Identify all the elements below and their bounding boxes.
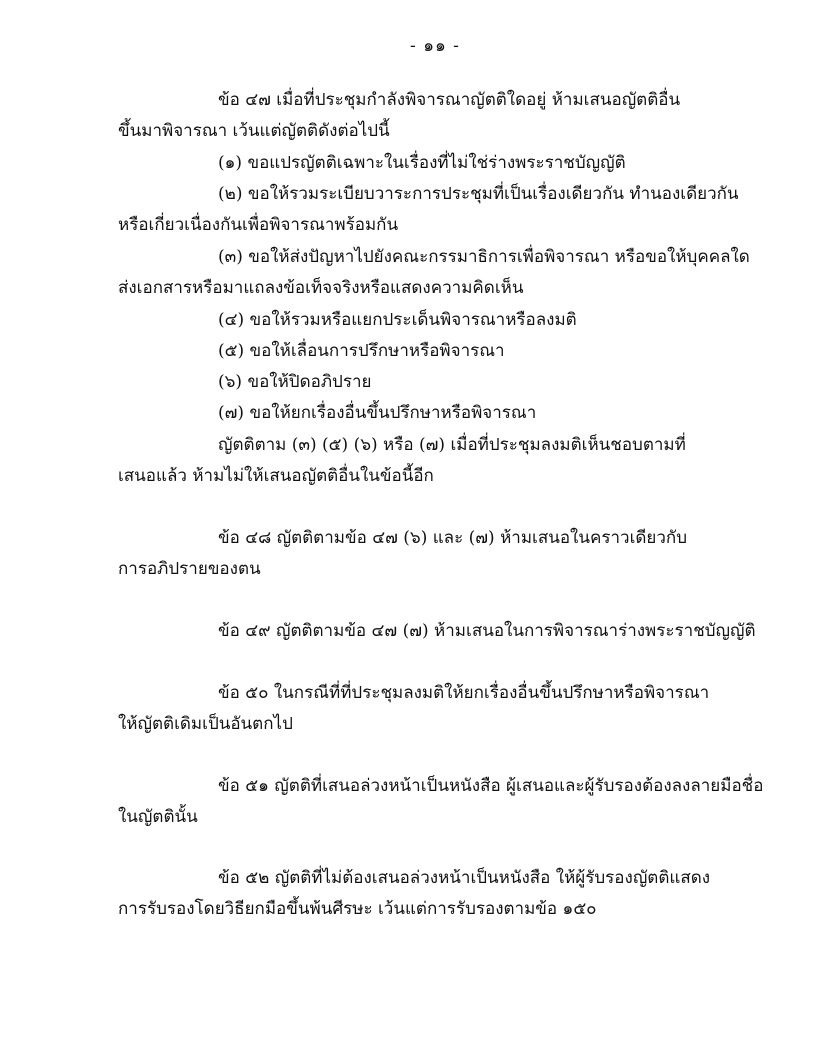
- article-47-item-6: (๖) ขอให้ปิดอภิปราย: [218, 372, 372, 392]
- article-47-item-2-cont: หรือเกี่ยวเนื่องกันเพื่อพิจารณาพร้อมกัน: [118, 215, 399, 235]
- article-50-line-1: ข้อ ๕๐ ในกรณีที่ที่ประชุมลงมติให้ยกเรื่องอื่นขึ้นปรึกษาหรือพิจารณา: [218, 683, 710, 703]
- article-50-line-2: ให้ญัตติเดิมเป็นอันตกไป: [118, 714, 293, 734]
- article-52-line-2: การรับรองโดยวิธียกมือขึ้นพ้นศีรษะ เว้นแต่การรับรองตามข้อ ๑๕๐: [118, 899, 597, 919]
- page-number: - ๑๑ -: [410, 36, 460, 56]
- article-48-line-2: การอภิปรายของตน: [118, 559, 261, 579]
- article-47-note-line-2: เสนอแล้ว ห้ามไม่ให้เสนอญัตติอื่นในข้อนี้อีก: [118, 466, 434, 486]
- article-47-line-2: ขึ้นมาพิจารณา เว้นแต่ญัตติดังต่อไปนี้: [118, 121, 390, 141]
- article-51-line-1: ข้อ ๕๑ ญัตติที่เสนอล่วงหน้าเป็นหนังสือ ผู้เสนอและผู้รับรองต้องลงลายมือชื่อ: [218, 776, 764, 796]
- article-47-item-7: (๗) ขอให้ยกเรื่องอื่นขึ้นปรึกษาหรือพิจารณา: [218, 403, 537, 423]
- article-47-item-5: (๕) ขอให้เลื่อนการปรึกษาหรือพิจารณา: [218, 341, 505, 361]
- article-47-note-line-1: ญัตติตาม (๓) (๕) (๖) หรือ (๗) เมื่อที่ประชุมลงมติเห็นชอบตามที่: [218, 435, 686, 455]
- article-51-line-2: ในญัตตินั้น: [118, 807, 198, 827]
- article-49-line-1: ข้อ ๔๙ ญัตติตามข้อ ๔๗ (๗) ห้ามเสนอในการพิจารณาร่างพระราชบัญญัติ: [218, 621, 756, 641]
- article-48-line-1: ข้อ ๔๘ ญัตติตามข้อ ๔๗ (๖) และ (๗) ห้ามเสนอในคราวเดียวกับ: [218, 528, 688, 548]
- article-47-item-1: (๑) ขอแปรญัตติเฉพาะในเรื่องที่ไม่ใช่ร่างพระราชบัญญัติ: [218, 153, 626, 173]
- article-47-item-3: (๓) ขอให้ส่งปัญหาไปยังคณะกรรมาธิการเพื่อพิจารณา หรือขอให้บุคคลใด: [218, 247, 750, 267]
- article-47-item-2: (๒) ขอให้รวมระเบียบวาระการประชุมที่เป็นเรื่องเดียวกัน ทำนองเดียวกัน: [218, 184, 739, 204]
- article-47-line-1: ข้อ ๔๗ เมื่อที่ประชุมกำลังพิจารณาญัตติใดอยู่ ห้ามเสนอญัตติอื่น: [218, 90, 681, 110]
- article-47-item-3-cont: ส่งเอกสารหรือมาแถลงข้อเท็จจริงหรือแสดงความคิดเห็น: [118, 278, 524, 298]
- article-52-line-1: ข้อ ๕๒ ญัตติที่ไม่ต้องเสนอล่วงหน้าเป็นหนังสือ ให้ผู้รับรองญัตติแสดง: [218, 868, 711, 888]
- article-47-item-4: (๔) ขอให้รวมหรือแยกประเด็นพิจารณาหรือลงมติ: [218, 310, 577, 330]
